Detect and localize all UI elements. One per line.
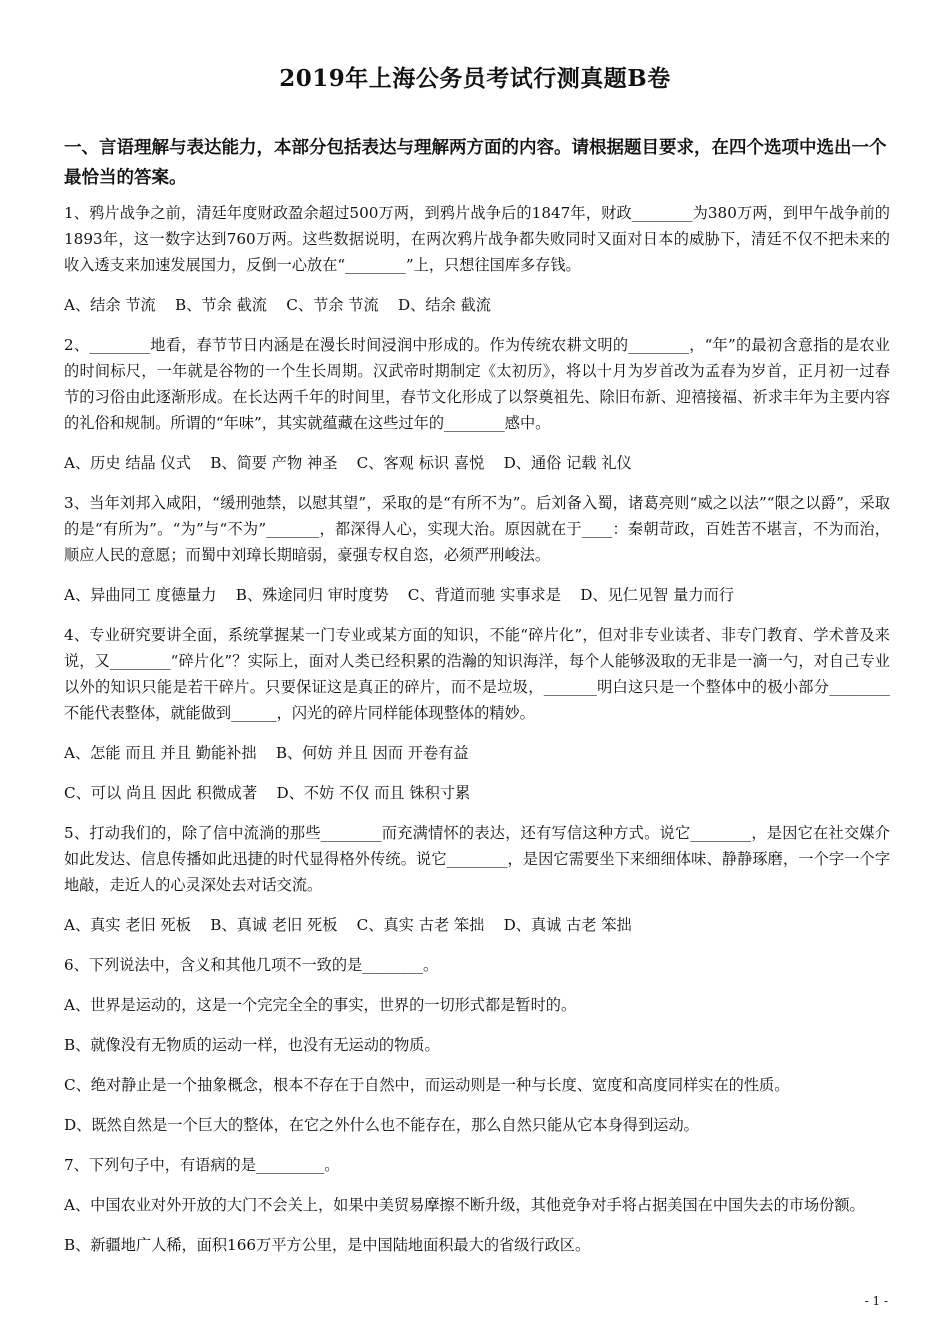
question-stem: 2、________地看，春节节日内涵是在漫长时间浸润中形成的。作为传统农耕文明的________，“年”的最初含意指的是农业的时间标尺，一年就是谷物的一个生长周期。汉武帝时期制定《太初历》，将以十月为岁首改为孟春为岁首，正月初一过春节的习俗由此逐渐形成。在长达两千年的时间里，春节文化形成了以祭奠祖先、除旧布新、迎禧接福、祈求丰年为主要内容的礼俗和规制。所谓的“年味”，其实就蕴藏在这些过年的________感中。 (64, 336, 890, 432)
question-option: A、世界是运动的，这是一个完完全全的事实，世界的一切形式都是暂时的。 (64, 996, 577, 1014)
question-2 (64, 332, 890, 476)
question-stem: 6、下列说法中，含义和其他几项不一致的是________。 (64, 956, 439, 974)
question-option: B、新疆地广人稀，面积166万平方公里，是中国陆地面积最大的省级行政区。 (64, 1236, 591, 1254)
question-options: C、可以 尚且 因此 积微成著 D、不妨 不仅 而且 铢积寸累 (64, 784, 471, 802)
document-title: 2019年上海公务员考试行测真题B卷 (279, 65, 671, 92)
question-stem: 5、打动我们的，除了信中流淌的那些________而充满情怀的表达，还有写信这种方式。说它________，是因它在社交媒介如此发达、信息传播如此迅捷的时代显得格外传统。说它________，是因它需要坐下来细细体味、静静琢磨，一个字一个字地敲，走近人的心灵深处去对话交流。 (64, 824, 890, 894)
question-stem: 1、鸦片战争之前，清廷年度财政盈余超过500万两，到鸦片战争后的1847年，财政________为380万两，到甲午战争前的1893年，这一数字达到760万两。这些数据说明，在两次鸦片战争都失败同时又面对日本的威胁下，清廷不仅不把未来的收入透支来加速发展国力，反倒一心放在“________”上，只想往国库多存钱。 (64, 204, 890, 274)
question-option: B、就像没有无物质的运动一样，也没有无运动的物质。 (64, 1036, 440, 1054)
question-3 (64, 490, 890, 608)
question-6 (64, 952, 890, 1138)
question-list (64, 200, 890, 1272)
page-number: - 1 - (864, 1294, 888, 1308)
question-options: A、真实 老旧 死板 B、真诚 老旧 死板 C、真实 古老 笨拙 D、真诚 古老 笨拙 (64, 916, 632, 934)
question-7 (64, 1152, 890, 1258)
section-heading: 一、言语理解与表达能力，本部分包括表达与理解两方面的内容。请根据题目要求，在四个选项中选出一个最恰当的答案。 (64, 138, 887, 188)
question-stem: 3、当年刘邦入咸阳，“缓刑弛禁，以慰其望”，采取的是“有所不为”。后刘备入蜀，诸葛亮则“威之以法”“限之以爵”，采取的是“有所为”。“为”与“不为”_______，都深得人心，实现大治。原因就在于____：秦朝苛政，百姓苦不堪言，不为而治，顺应人民的意愿；而蜀中刘璋长期暗弱，豪强专权自恣，必须严刑峻法。 (64, 494, 890, 564)
question-5 (64, 820, 890, 938)
question-stem: 7、下列句子中，有语病的是_________。 (64, 1156, 340, 1174)
question-options: A、历史 结晶 仪式 B、简要 产物 神圣 C、客观 标识 喜悦 D、通俗 记载 礼仪 (64, 454, 632, 472)
question-option: A、中国农业对外开放的大门不会关上，如果中美贸易摩擦不断升级，其他竞争对手将占据美国在中国失去的市场份额。 (64, 1196, 865, 1214)
question-options: A、结余 节流 B、节余 截流 C、节余 节流 D、结余 截流 (64, 296, 491, 314)
question-1 (64, 200, 890, 318)
question-option: C、绝对静止是一个抽象概念，根本不存在于自然中，而运动则是一种与长度、宽度和高度同样实在的性质。 (64, 1076, 790, 1094)
question-4 (64, 622, 890, 806)
question-options: A、怎能 而且 并且 勤能补拙 B、何妨 并且 因而 开卷有益 (64, 744, 469, 762)
question-option: D、既然自然是一个巨大的整体，在它之外什么也不能存在，那么自然只能从它本身得到运动。 (64, 1116, 699, 1134)
question-stem: 4、专业研究要讲全面，系统掌握某一门专业或某方面的知识，不能“碎片化”，但对非专业读者、非专门教育、学术普及来说，又________“碎片化”？实际上，面对人类已经积累的浩瀚的知识海洋，每个人能够汲取的无非是一滴一勺，对自己专业以外的知识只能是若干碎片。只要保证这是真正的碎片，而不是垃圾，_______明白这只是一个整体中的极小部分________不能代表整体，就能做到______，闪光的碎片同样能体现整体的精妙。 (64, 626, 890, 722)
question-options: A、异曲同工 度德量力 B、殊途同归 审时度势 C、背道而驰 实事求是 D、见仁见智 量力而行 (64, 586, 734, 604)
